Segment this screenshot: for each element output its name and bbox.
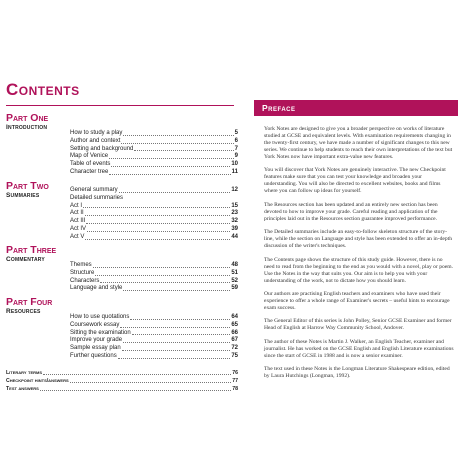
toc-entry[interactable]: Act V 44 bbox=[70, 233, 238, 240]
toc-entry: Detailed summaries bbox=[70, 194, 124, 201]
toc-entry[interactable]: Themes 48 bbox=[70, 262, 238, 268]
toc-entry[interactable]: Map of Venice 9 bbox=[70, 153, 238, 160]
toc-entry[interactable]: Character tree 11 bbox=[70, 168, 238, 175]
preface-paragraph: You will discover that York Notes are genuinely interactive. The new Checkpoint features make sure that you can test your knowledge and broaden your understanding. You will also be directed to excellent websites, books and films where you can follow up ideas for yourself. bbox=[264, 167, 446, 195]
toc-entry[interactable]: Act IV 39 bbox=[70, 225, 238, 232]
part-heading: Part Two bbox=[6, 180, 49, 192]
toc-entry[interactable]: Sitting the examination 66 bbox=[70, 329, 238, 336]
toc-list-part-three bbox=[70, 262, 238, 293]
contents-title: Contents bbox=[6, 80, 80, 99]
preface-paragraph: Our authors are practising English teachers and examiners who have used their experience to offer a whole range of Examiner's secrets – useful hints to encourage exam success. bbox=[264, 290, 450, 311]
toc-entry[interactable]: Test answers 78 bbox=[6, 386, 238, 392]
preface-header-bar bbox=[254, 100, 458, 116]
book-spread bbox=[0, 64, 464, 394]
preface-paragraph: The General Editor of this series is John Polley, Senior GCSE Examiner and former Head of English at Harrow Way Community School, Andover. bbox=[264, 318, 452, 332]
toc-entry[interactable]: Act III 32 bbox=[70, 218, 238, 225]
preface-paragraph: York Notes are designed to give you a broader perspective on works of literature studied at GCSE and equivalent levels. With examination requirements changing in the twenty-first century, we have made a number of significant changes to this new series. We continue to help students to reach their own interpretations of the text but York Notes now have important extra-value new features. bbox=[264, 126, 453, 160]
toc-entry[interactable]: Language and style 59 bbox=[70, 285, 238, 292]
toc-entry[interactable]: Author and context 6 bbox=[70, 137, 238, 144]
toc-entry[interactable]: Act I 15 bbox=[70, 202, 238, 209]
preface-body bbox=[264, 126, 454, 387]
preface-title: Preface bbox=[262, 103, 296, 113]
preface-paragraph: The Detailed summaries include an easy-to-follow skeleton structure of the story-line, while the section on Language and style has been extended to offer an in-depth discussion of the writer's techniques. bbox=[264, 229, 453, 250]
toc-entry[interactable]: Further questions 75 bbox=[70, 352, 238, 359]
toc-entry[interactable]: How to study a play 5 bbox=[70, 130, 238, 136]
part-heading: Part One bbox=[6, 112, 49, 124]
toc-entry[interactable]: Setting and background 7 bbox=[70, 145, 238, 152]
toc-entry[interactable]: Structure 51 bbox=[70, 269, 238, 276]
preface-paragraph: The text used in these Notes is the Longman Literature Shakespeare edition, edited by Laura Hutchings (Longman, 1992). bbox=[264, 366, 450, 380]
part-subtitle: Commentary bbox=[6, 256, 45, 263]
part-subtitle: Summaries bbox=[6, 192, 40, 199]
part-subtitle: Introduction bbox=[6, 124, 48, 131]
preface-page bbox=[254, 64, 458, 394]
part-subtitle: Resources bbox=[6, 308, 41, 315]
toc-entry[interactable]: Act II 23 bbox=[70, 210, 238, 217]
part-heading: Part Four bbox=[6, 296, 53, 308]
preface-paragraph: The author of these Notes is Martin J. Walker, an English Teacher, examiner and journalist. He has worked on the GCSE English and English Literature examinations since the start of GCSE in 1988 and is now a senior examiner. bbox=[264, 338, 454, 359]
toc-list-part-one bbox=[70, 130, 238, 177]
toc-entry[interactable]: Characters 52 bbox=[70, 277, 238, 284]
part-heading: Part Three bbox=[6, 244, 57, 256]
toc-entry[interactable]: How to use quotations 64 bbox=[70, 314, 238, 320]
toc-entry[interactable]: Literary terms 76 bbox=[6, 370, 238, 376]
preface-paragraph: The Resources section has been updated and an entirely new section has been devoted to how to improve your grade. Careful reading and application of the principles laid out in the Resources section guarantee improved performance. bbox=[264, 201, 438, 222]
toc-entry[interactable]: Table of events 10 bbox=[70, 161, 238, 168]
preface-paragraph: The Contents page shows the structure of this study guide. However, there is no need to read from the beginning to the end as you would with a novel, play or poem. Use the Notes in the way that suits you. Our aim is to help you with your understanding of the work, not to dictate how you should learn. bbox=[264, 256, 454, 284]
toc-entry[interactable]: Sample essay plan 72 bbox=[70, 345, 238, 352]
toc-entry[interactable]: Coursework essay 65 bbox=[70, 321, 238, 328]
back-matter-entries bbox=[6, 369, 238, 393]
contents-page bbox=[6, 64, 238, 394]
toc-entry[interactable]: Checkpoint hints/answers 77 bbox=[6, 378, 238, 384]
toc-entry[interactable]: General summary 12 bbox=[70, 187, 238, 193]
toc-list-part-two bbox=[70, 187, 238, 242]
title-rule bbox=[6, 105, 234, 106]
toc-entry[interactable]: Improve your grade 67 bbox=[70, 337, 238, 344]
toc-list-part-four bbox=[70, 314, 238, 361]
